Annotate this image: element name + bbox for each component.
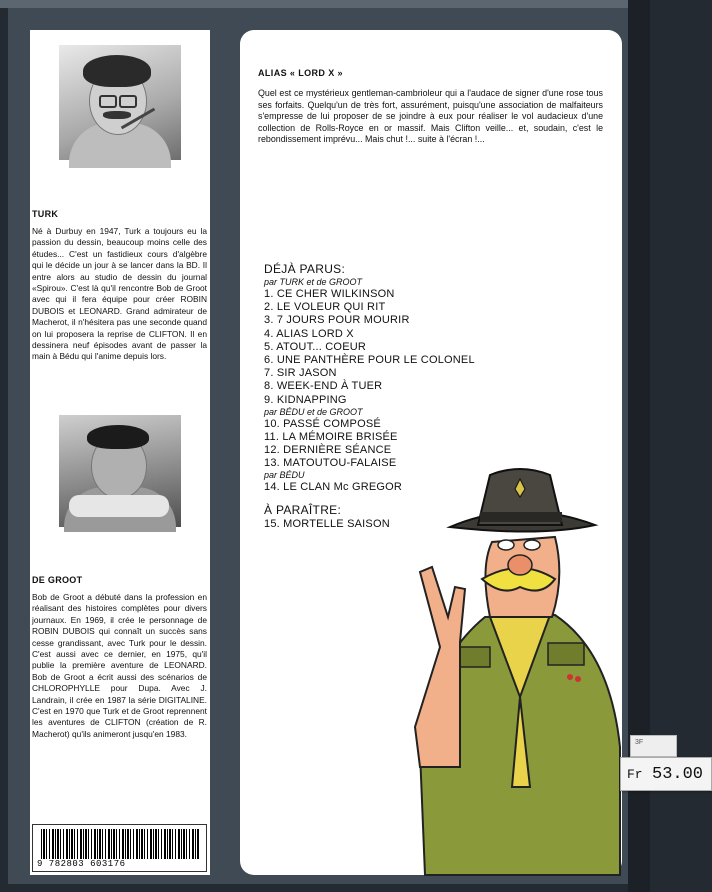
book-info-panel (240, 30, 704, 875)
degroot-name: DE GROOT (32, 575, 83, 585)
list-item: 15. MORTELLE SAISON (264, 517, 390, 530)
cover-top-edge (0, 0, 650, 8)
list-item: 1. CE CHER WILKINSON (264, 288, 395, 300)
turk-name: TURK (32, 209, 59, 219)
authors-column (30, 30, 210, 875)
list-item: 8. WEEK-END À TUER (264, 380, 383, 393)
turk-photo (59, 45, 181, 160)
list-item: 11. LA MÉMOIRE BRISÉE (264, 430, 398, 443)
barcode-bars (41, 829, 199, 859)
list-item: 6. UNE PANTHÈRE POUR LE COLONEL (264, 353, 475, 366)
credit-bedu: par BÉDU (264, 470, 305, 481)
book-title: ALIAS « LORD X » (258, 68, 343, 78)
list-item: 10. PASSÉ COMPOSÉ (264, 417, 381, 430)
barcode-digits: 9 782803 603176 (37, 859, 126, 869)
credit-bedu-degroot: par BÉDU et de GROOT (264, 406, 363, 417)
list-item: 9. KIDNAPPING (264, 393, 347, 406)
list-item: 7. SIR JASON (264, 367, 337, 380)
price-currency: Fr (627, 767, 643, 782)
list-item: 5. ATOUT... COEUR (264, 340, 367, 353)
book-synopsis: Quel est ce mystérieux gentleman-cambrioleur qui a l'audace de signer d'une rose tous ses forfaits. Quelqu'un de très fort, assurément, puisqu'une association de malfaiteurs s'empresse de lui proposer de se joindre à eux pour réaliser le vol audacieux d'une collection de Rolls-Royce en or massif. Mais Clifton veille... et, soudain, c'est le rebondissement imprévu... Mais chut !... suite à l'écran !... (258, 88, 603, 145)
price-sticker-small: 3F (630, 735, 677, 757)
degroot-bio: Bob de Groot a débuté dans la profession en réalisant des histoires complètes pour divers journaux. En 1969, il crée le personnage de ROBIN DUBOIS qui connaît un succès sans cesse grandissant, avec Turk pour le dessin. C'est aussi avec ce dernier, en 1975, qu'il publie la première aventure de LEONARD. Bob de Groot a écrit aussi des scénarios de CHLOROPHYLLE pour Dupa. Avec J. Landrain, il crée en 1987 la série DIGITALINE. C'est en 1970 que Turk et de Groot reprennent les aventures de CLIFTON (création de R. Macherot) qu'ils animeront jusqu'en 1983. (32, 592, 207, 739)
isbn-barcode (32, 824, 207, 872)
list-item: 2. LE VOLEUR QUI RIT (264, 301, 386, 314)
upcoming-heading: À PARAÎTRE: (264, 502, 342, 517)
degroot-photo (59, 415, 181, 527)
list-item: 12. DERNIÈRE SÉANCE (264, 444, 392, 457)
scout-illustration (420, 467, 620, 875)
credit-turk-degroot: par TURK et de GROOT (264, 277, 363, 287)
list-item: 4. ALIAS LORD X (264, 327, 354, 340)
already-published-heading: DÉJÀ PARUS: (264, 262, 346, 276)
price-amount: 53.00 (652, 765, 704, 784)
list-item: 13. MATOUTOU-FALAISE (264, 457, 397, 470)
price-label (620, 757, 712, 791)
list-item: 3. 7 JOURS POUR MOURIR (264, 314, 410, 327)
list-item: 14. LE CLAN Mc GREGOR (264, 481, 403, 494)
turk-bio: Né à Durbuy en 1947, Turk a toujours eu la passion du dessin, beaucoup moins celle des études... C'est un fastidieux cours d'algèbre qui le décide un jour à se lancer dans la BD. Il entre alors au studio de dessin du journal «Spirou». C'est là qu'il rencontre Bob de Groot avec qui il fera équipe pour créer ROBIN DUBOIS et LEONARD. Grand admirateur de Macherot, il n'hésitera pas une seconde quand on lui proposera la reprise de CLIFTON. Il en dessinera neuf épisodes avant de passer la main à Bédu qui l'anime depuis lors. (32, 226, 207, 362)
